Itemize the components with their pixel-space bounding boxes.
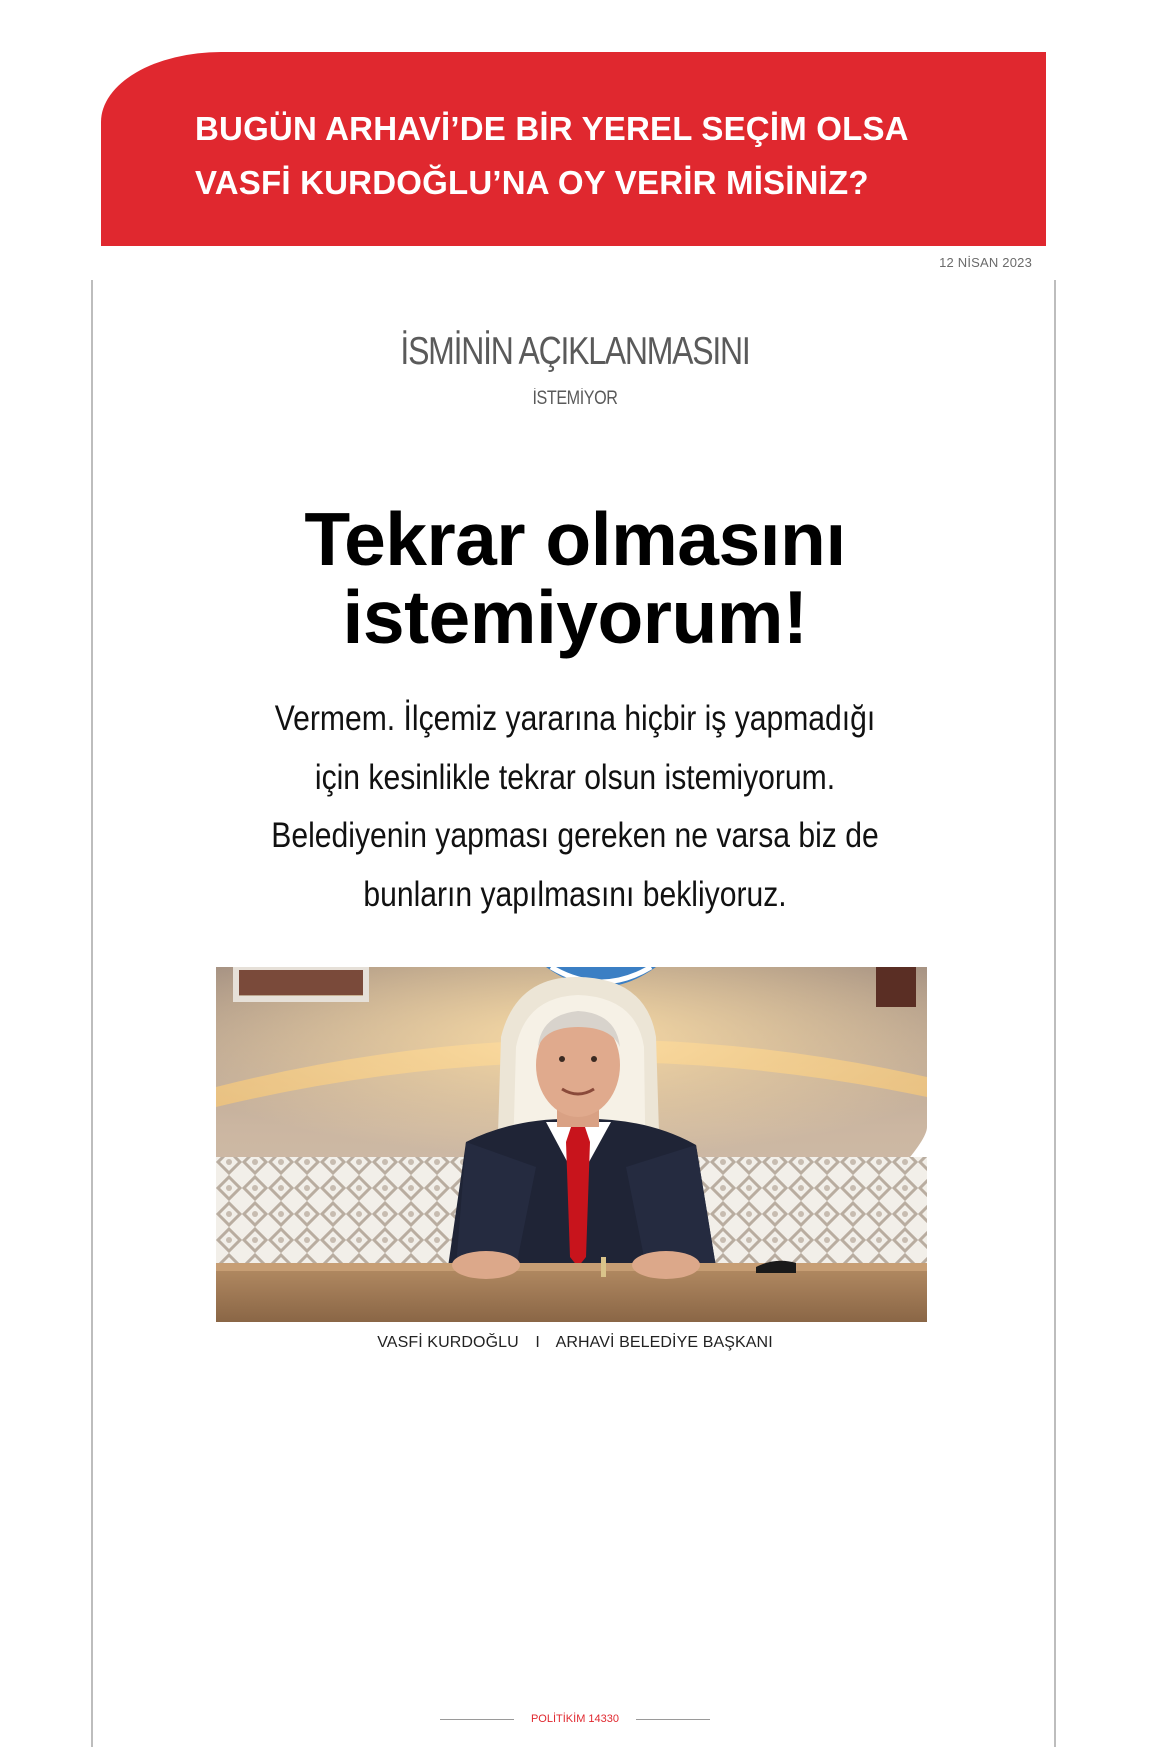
- footer-code: POLİTİKİM 14330: [530, 1713, 620, 1726]
- page-footer: [0, 1713, 1150, 1725]
- banner-title-line-1: BUGÜN ARHAVİ’DE BİR YEREL SEÇİM OLSA: [195, 110, 909, 147]
- caption-role: ARHAVİ BELEDİYE BAŞKANI: [555, 1334, 773, 1351]
- publish-date: 12 NİSAN 2023: [939, 255, 1032, 270]
- caption-name: VASFİ KURDOĞLU: [377, 1334, 519, 1351]
- body-line-3: Belediyenin yapması gereken ne varsa biz de: [271, 816, 879, 855]
- photo-caption: [0, 1334, 1150, 1352]
- footer-rule-right: [636, 1719, 710, 1720]
- quote-body: [0, 690, 1150, 924]
- mayor-photo-illustration: [216, 967, 927, 1322]
- respondent-name: İSMİNİN AÇIKLANMASINI: [400, 330, 750, 373]
- body-line-2: için kesinlikle tekrar olsun istemiyorum.: [314, 757, 836, 797]
- footer-rule-left: [440, 1719, 514, 1720]
- mayor-photo: [216, 967, 927, 1322]
- banner-title: [195, 102, 909, 210]
- banner-title-line-2: VASFİ KURDOĞLU’NA OY VERİR MİSİNİZ?: [195, 164, 869, 201]
- headline-banner: [101, 52, 1046, 246]
- headline-line-2: istemiyorum!: [342, 575, 808, 659]
- quote-headline: [0, 497, 1150, 659]
- headline-line-1: Tekrar olmasını: [304, 497, 846, 581]
- respondent-status: İSTEMİYOR: [532, 388, 618, 409]
- body-line-4: bunların yapılmasını bekliyoruz.: [363, 874, 787, 914]
- caption-separator: I: [535, 1334, 540, 1351]
- body-line-1: Vermem. İlçemiz yararına hiçbir iş yapmadığı: [274, 699, 876, 738]
